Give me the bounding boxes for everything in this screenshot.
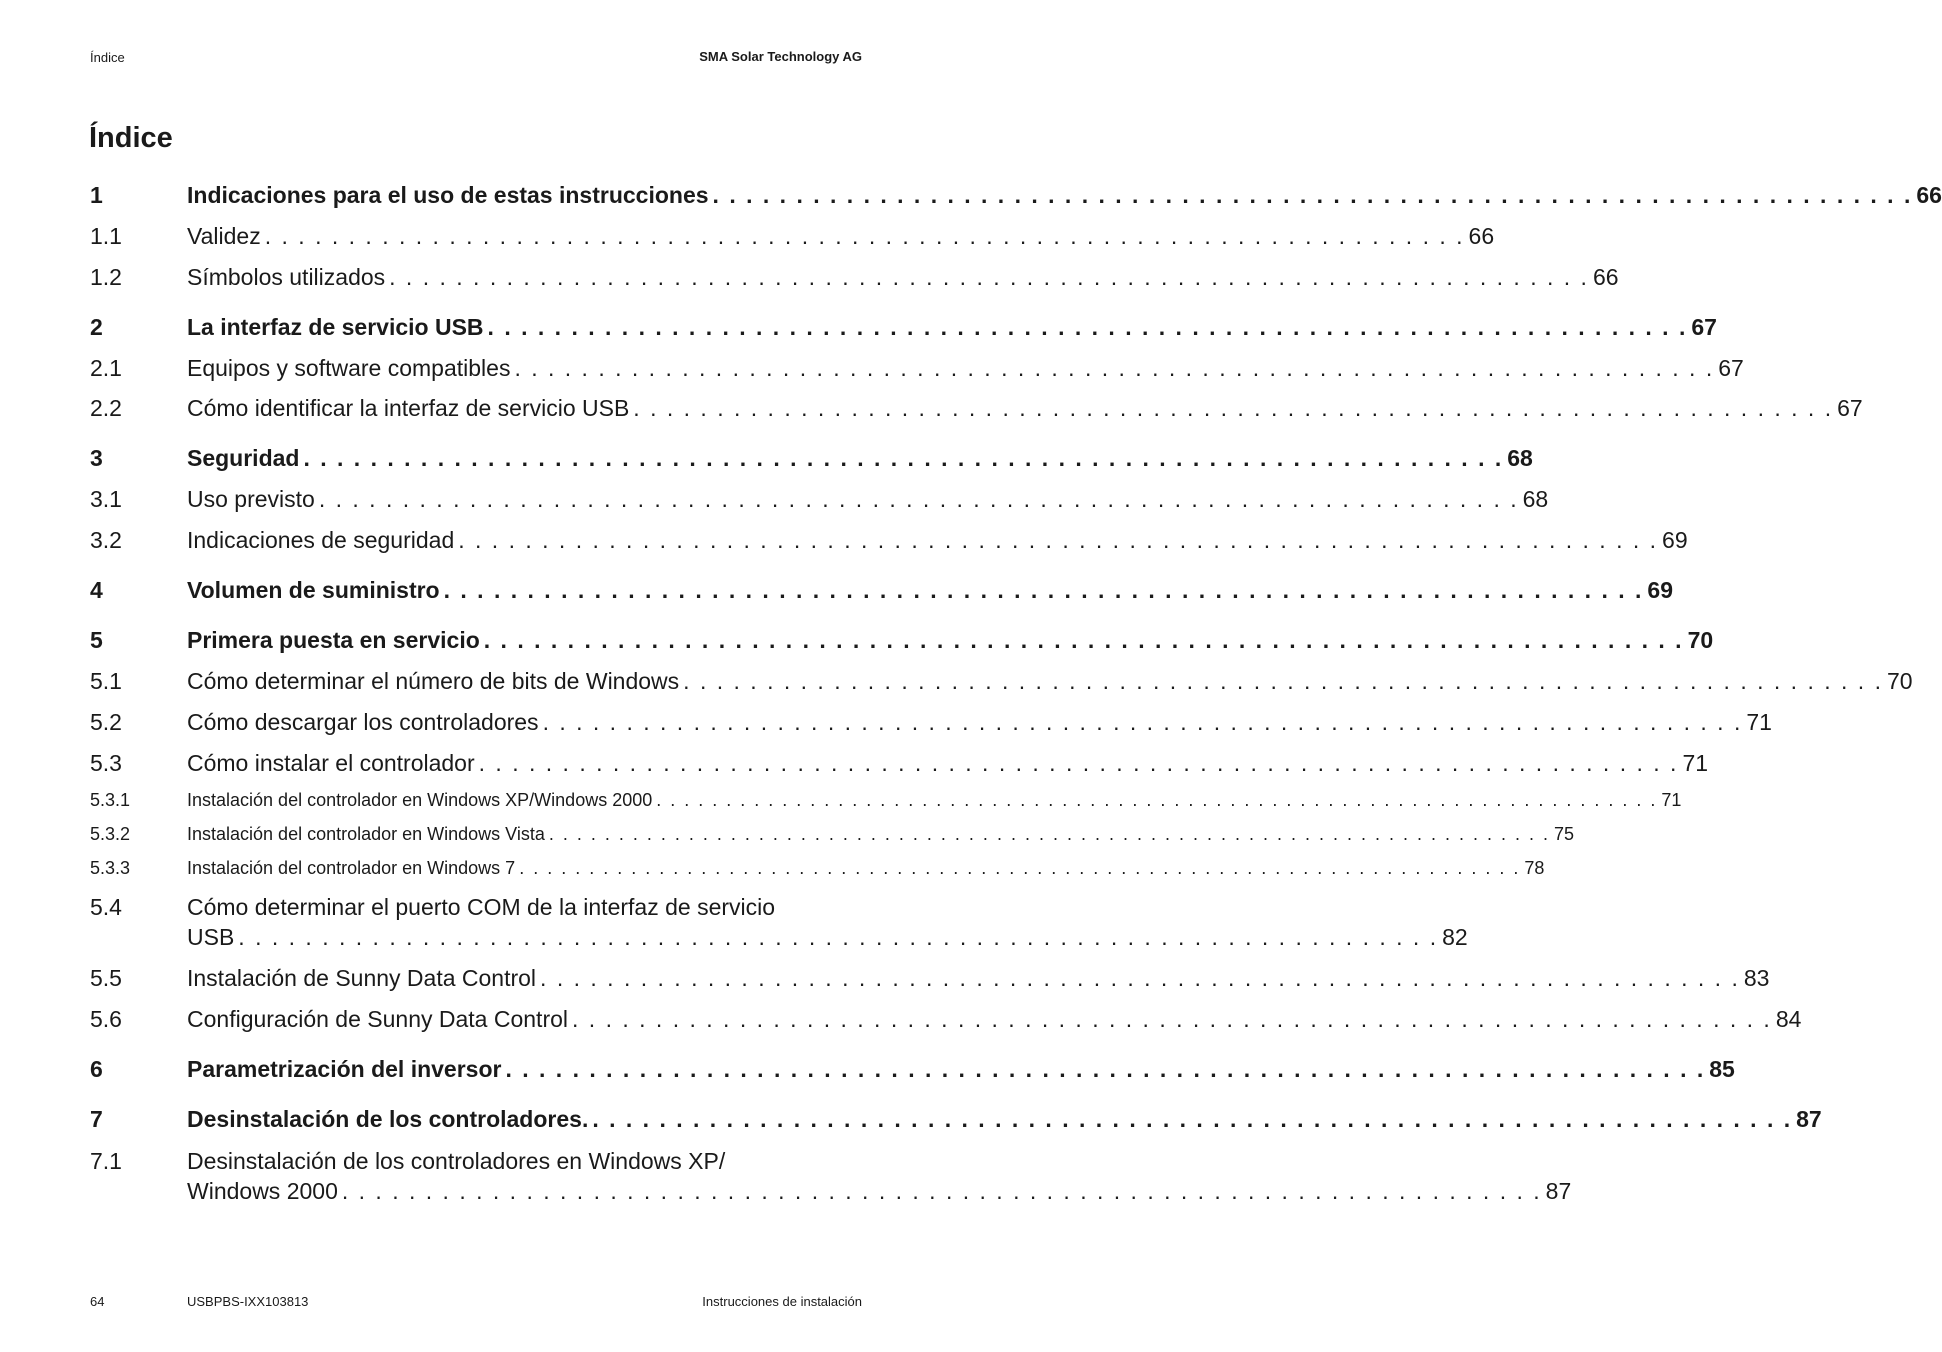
toc-title: Windows 2000 — [187, 1178, 338, 1204]
toc-number: 7.1 — [90, 1148, 122, 1174]
toc-title: Cómo determinar el número de bits de Windows — [187, 668, 680, 694]
toc-number: 5.3 — [90, 750, 122, 776]
footer-doc-type: Instrucciones de instalación — [702, 1294, 862, 1309]
toc-title: Uso previsto — [187, 486, 315, 512]
toc-leader: . . . . . . . . . . . . . . . . . . . . . . . . . . . . . . . . . . . . . . . . . . . . . . . . . . . . . . . . . . . . . . . . . . . . . . . . — [656, 790, 1658, 810]
toc-title: Instalación de Sunny Data Control — [187, 965, 537, 991]
toc-title: Cómo descargar los controladores — [187, 709, 539, 735]
toc-number: 5.3.3 — [90, 858, 131, 878]
toc-page: 69 — [1662, 527, 1688, 553]
toc-title: Instalación del controlador en Windows XP/Windows 2000 — [187, 790, 653, 810]
toc-page: 87 — [1796, 1106, 1822, 1132]
toc-number: 5.6 — [90, 1006, 122, 1032]
toc-number: 5.4 — [90, 894, 122, 920]
toc-leader: . . . . . . . . . . . . . . . . . . . . . . . . . . . . . . . . . . . . . . . . . . . . . . . . . . . . . . . . . . . . . . . . . . . . . . . . — [389, 264, 1589, 290]
toc-title: USB — [187, 924, 235, 950]
toc-page: 71 — [1746, 709, 1772, 735]
toc-leader: . . . . . . . . . . . . . . . . . . . . . . . . . . . . . . . . . . . . . . . . . . . . . . . . . . . . . . . . . . . . . . . . . . . . . . . . — [548, 824, 1551, 844]
toc-page: 68 — [1522, 486, 1549, 512]
toc-title: Volumen de suministro — [187, 577, 440, 603]
toc-page: 69 — [1647, 577, 1673, 603]
toc-number: 1.2 — [90, 264, 122, 290]
toc-leader: . . . . . . . . . . . . . . . . . . . . . . . . . . . . . . . . . . . . . . . . . . . . . . . . . . . . . . . . . . . . . . . . . . . . . . . . — [514, 355, 1715, 381]
footer-page-number: 64 — [90, 1294, 105, 1309]
toc-leader: . . . . . . . . . . . . . . . . . . . . . . . . . . . . . . . . . . . . . . . . . . . . . . . . . . . . . . . . . . . . . . . . . . . . . . . . — [572, 1006, 1772, 1032]
toc-number: 2.1 — [90, 355, 122, 381]
toc-page: 67 — [1691, 314, 1717, 340]
toc-leader: . . . . . . . . . . . . . . . . . . . . . . . . . . . . . . . . . . . . . . . . . . . . . . . . . . . . . . . . . . . . . . . . . . . . . . . . — [592, 1106, 1793, 1132]
toc-title: Equipos y software compatibles — [187, 355, 511, 381]
toc-page: 67 — [1837, 395, 1863, 421]
toc-title: Desinstalación de los controladores. — [187, 1106, 589, 1132]
toc-title: Seguridad — [187, 445, 300, 471]
toc-page: 71 — [1682, 750, 1709, 776]
toc-title: La interfaz de servicio USB — [187, 314, 484, 340]
toc-leader: . . . . . . . . . . . . . . . . . . . . . . . . . . . . . . . . . . . . . . . . . . . . . . . . . . . . . . . . . . . . . . . . . . . . . . . . — [478, 750, 1679, 776]
toc-title: Parametrización del inversor — [187, 1056, 502, 1082]
toc-number: 7 — [90, 1106, 103, 1132]
toc-leader: . . . . . . . . . . . . . . . . . . . . . . . . . . . . . . . . . . . . . . . . . . . . . . . . . . . . . . . . . . . . . . . . . . . . . . . . — [483, 627, 1684, 653]
toc-leader: . . . . . . . . . . . . . . . . . . . . . . . . . . . . . . . . . . . . . . . . . . . . . . . . . . . . . . . . . . . . . . . . . . . . . . . . — [633, 395, 1834, 421]
toc-page: 66 — [1468, 223, 1495, 249]
toc-leader: . . . . . . . . . . . . . . . . . . . . . . . . . . . . . . . . . . . . . . . . . . . . . . . . . . . . . . . . . . . . . . . . . . . . . . . . — [341, 1178, 1542, 1204]
toc-number: 5.3.2 — [90, 824, 131, 844]
toc-leader: . . . . . . . . . . . . . . . . . . . . . . . . . . . . . . . . . . . . . . . . . . . . . . . . . . . . . . . . . . . . . . . . . . . . . . . . — [487, 314, 1688, 340]
toc-number: 5.1 — [90, 668, 122, 694]
toc-title: Indicaciones de seguridad — [187, 527, 455, 553]
toc-number: 4 — [90, 577, 103, 603]
toc-number: 6 — [90, 1056, 103, 1082]
toc-title: Cómo identificar la interfaz de servicio USB — [187, 395, 630, 421]
toc-page: 66 — [1916, 182, 1942, 208]
toc-number: 2.2 — [90, 395, 122, 421]
toc-leader: . . . . . . . . . . . . . . . . . . . . . . . . . . . . . . . . . . . . . . . . . . . . . . . . . . . . . . . . . . . . . . . . . . . . . . . . — [443, 577, 1644, 603]
toc-page: 70 — [1687, 627, 1714, 653]
toc-title: Símbolos utilizados — [187, 264, 386, 290]
toc-title-line1: Cómo determinar el puerto COM de la interfaz de servicio — [187, 894, 776, 920]
toc-page: 84 — [1775, 1006, 1802, 1032]
toc-leader: . . . . . . . . . . . . . . . . . . . . . . . . . . . . . . . . . . . . . . . . . . . . . . . . . . . . . . . . . . . . . . . . . . . . . . . . — [519, 858, 1521, 878]
toc-leader: . . . . . . . . . . . . . . . . . . . . . . . . . . . . . . . . . . . . . . . . . . . . . . . . . . . . . . . . . . . . . . . . . . . . . . . . — [318, 486, 1519, 512]
toc-page: 67 — [1718, 355, 1744, 381]
toc-leader: . . . . . . . . . . . . . . . . . . . . . . . . . . . . . . . . . . . . . . . . . . . . . . . . . . . . . . . . . . . . . . . . . . . . . . . . — [683, 668, 1883, 694]
toc-page: 82 — [1442, 924, 1468, 950]
header-section: Índice — [90, 50, 125, 65]
toc-page: 85 — [1709, 1056, 1735, 1082]
toc-page: 87 — [1545, 1178, 1572, 1204]
toc-title: Indicaciones para el uso de estas instrucciones — [187, 182, 709, 208]
toc-number: 3.2 — [90, 527, 122, 553]
toc-leader: . . . . . . . . . . . . . . . . . . . . . . . . . . . . . . . . . . . . . . . . . . . . . . . . . . . . . . . . . . . . . . . . . . . . . . . . — [264, 223, 1465, 249]
toc-leader: . . . . . . . . . . . . . . . . . . . . . . . . . . . . . . . . . . . . . . . . . . . . . . . . . . . . . . . . . . . . . . . . . . . . . . . . — [303, 445, 1504, 471]
toc-leader: . . . . . . . . . . . . . . . . . . . . . . . . . . . . . . . . . . . . . . . . . . . . . . . . . . . . . . . . . . . . . . . . . . . . . . . . — [238, 924, 1439, 950]
toc-leader: . . . . . . . . . . . . . . . . . . . . . . . . . . . . . . . . . . . . . . . . . . . . . . . . . . . . . . . . . . . . . . . . . . . . . . . . — [540, 965, 1740, 991]
toc-page: 68 — [1507, 445, 1533, 471]
page-title: Índice — [89, 122, 173, 154]
toc-number: 3 — [90, 445, 103, 471]
toc-title-line1: Desinstalación de los controladores en Windows XP/ — [187, 1148, 726, 1174]
toc-title: Instalación del controlador en Windows 7 — [187, 858, 516, 878]
toc-page: 66 — [1592, 264, 1619, 290]
toc-title: Cómo instalar el controlador — [187, 750, 475, 776]
toc-page: 83 — [1743, 965, 1770, 991]
toc-number: 5.2 — [90, 709, 122, 735]
header-company: SMA Solar Technology AG — [699, 49, 862, 64]
toc-leader: . . . . . . . . . . . . . . . . . . . . . . . . . . . . . . . . . . . . . . . . . . . . . . . . . . . . . . . . . . . . . . . . . . . . . . . . — [505, 1056, 1706, 1082]
toc-page: 78 — [1524, 858, 1545, 878]
toc-leader: . . . . . . . . . . . . . . . . . . . . . . . . . . . . . . . . . . . . . . . . . . . . . . . . . . . . . . . . . . . . . . . . . . . . . . . . — [542, 709, 1743, 735]
toc-page: 75 — [1554, 824, 1575, 844]
toc-number: 1.1 — [90, 223, 122, 249]
toc-number: 5.5 — [90, 965, 122, 991]
toc-page: 71 — [1661, 790, 1682, 810]
toc-title: Instalación del controlador en Windows Vista — [187, 824, 545, 844]
toc-title: Validez — [187, 223, 261, 249]
toc-leader: . . . . . . . . . . . . . . . . . . . . . . . . . . . . . . . . . . . . . . . . . . . . . . . . . . . . . . . . . . . . . . . . . . . . . . . . — [458, 527, 1659, 553]
toc-number: 1 — [90, 182, 103, 208]
footer-doc-code: USBPBS-IXX103813 — [187, 1294, 309, 1309]
toc-page: 70 — [1886, 668, 1913, 694]
toc-title: Configuración de Sunny Data Control — [187, 1006, 569, 1032]
toc-leader: . . . . . . . . . . . . . . . . . . . . . . . . . . . . . . . . . . . . . . . . . . . . . . . . . . . . . . . . . . . . . . . . . . . . . . . . — [712, 182, 1913, 208]
toc-number: 5.3.1 — [90, 790, 131, 810]
toc-number: 5 — [90, 627, 103, 653]
toc-number: 2 — [90, 314, 103, 340]
toc-title: Primera puesta en servicio — [187, 627, 480, 653]
toc-number: 3.1 — [90, 486, 122, 512]
